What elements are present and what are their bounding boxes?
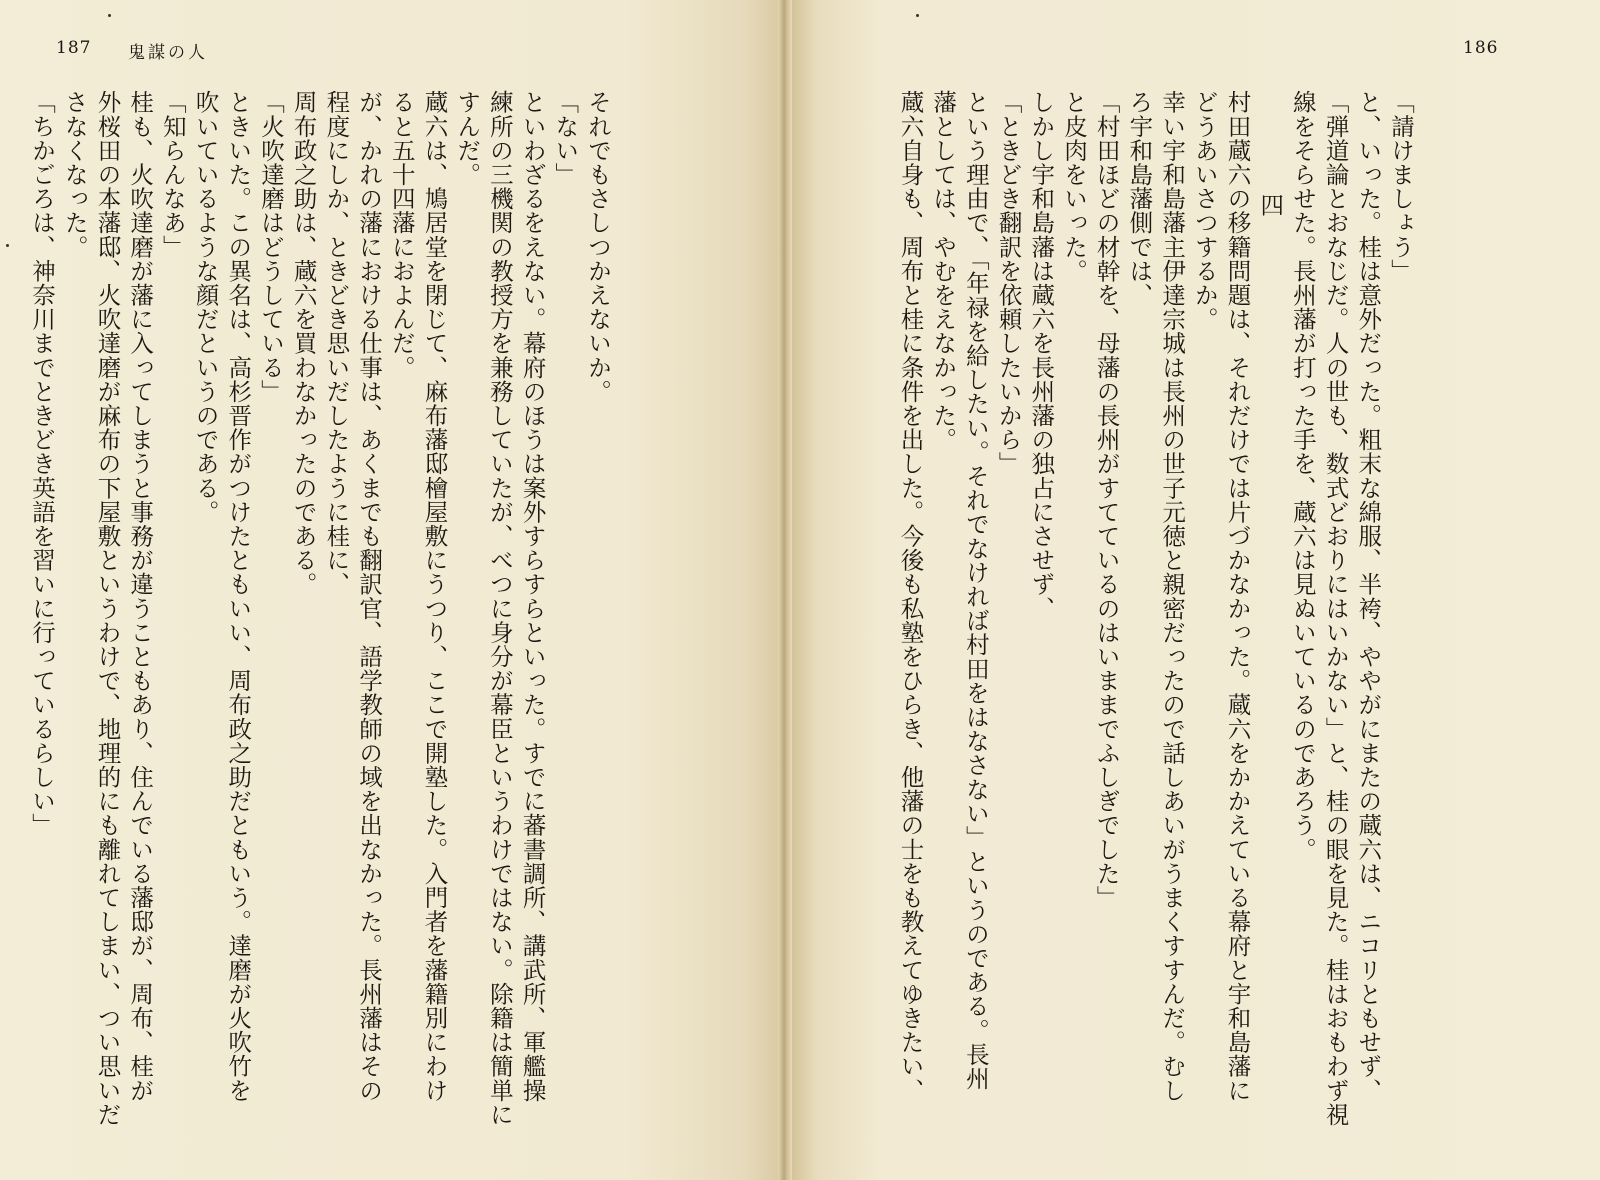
text-line: 「火吹達磨はどうしている」 (256, 90, 285, 404)
text-line: ときいた。この異名は、高杉晋作がつけたともいい、周布政之助だともいう。達磨が火吹竹を (224, 90, 253, 1103)
text-line: 桂も、火吹達磨が藩に入ってしまうと事務が違うこともあり、住んでいる藩邸が、周布、桂が (126, 90, 155, 1103)
text-line: 程度にしか、ときどき思いだしたように桂に、 (322, 90, 351, 597)
text-line: という理由で、「年禄を給したい。それでなければ村田をはなさない」というのである。長州 (961, 90, 990, 1091)
page-number-left: 187 (56, 38, 92, 58)
text-line: 「請けましょう」 (1387, 90, 1415, 283)
text-line: ると五十四藩におよんだ。 (387, 90, 416, 380)
text-line: どうあいさつするか。 (1190, 90, 1219, 331)
text-line: 「弾道論とおなじだ。人の世も、数式どおりにはいかない」と、桂の眼を見た。桂はおもわず視 (1321, 90, 1350, 1127)
text-line: 練所の三機関の教授方を兼務していたが、べつに身分が幕臣というわけではない。除籍は簡単に (485, 90, 514, 1127)
text-line: 藩としては、やむをえなかった。 (929, 90, 958, 452)
text-line: 「ときどき翻訳を依頼したいから」 (994, 90, 1023, 476)
text-line: 蔵六は、鳩居堂を閉じて、麻布藩邸檜屋敷にうつり、ここで開塾した。入門者を藩籍別にわけ (420, 90, 449, 1103)
text-line: 「村田ほどの材幹を、母藩の長州がすてているのはいままでふしぎでした」 (1092, 90, 1121, 910)
text-line: と、いった。桂は意外だった。粗末な綿服、半袴、ややがにまたの蔵六は、ニコリともせず、 (1354, 90, 1383, 1103)
text-line: 周布政之助は、蔵六を買わなかったのである。 (289, 90, 318, 597)
text-line: 吹いているような顔だというのである。 (191, 90, 220, 524)
text-line: 村田蔵六の移籍問題は、それだけでは片づかなかった。蔵六をかかえている幕府と宇和島藩に (1223, 90, 1252, 1103)
text-line: ろ宇和島藩側では、 (1125, 90, 1154, 307)
text-line: 外桜田の本藩邸、火吹達磨が麻布の下屋敷というわけで、地理的にも離れてしまい、つい思いだ (93, 90, 122, 1127)
text-line: 蔵六自身も、周布と桂に条件を出した。今後も私塾をひらき、他藩の士をも教えてゆきたい、 (896, 90, 925, 1103)
paper-speck (6, 244, 9, 247)
running-head: 鬼謀の人 (128, 43, 208, 63)
text-line: 「ない」 (551, 90, 580, 187)
text-line: と皮肉をいった。 (1059, 90, 1088, 283)
right-page-text (821, 90, 1417, 1150)
left-page-text (28, 90, 614, 1150)
text-line: 「知らんなあ」 (158, 90, 187, 259)
section-heading: 四 (1256, 193, 1285, 218)
text-line: さなくなった。 (60, 90, 89, 259)
page-number-right: 186 (1463, 38, 1499, 58)
paper-speck (108, 14, 111, 17)
text-line: それでもさしつかえないか。 (584, 90, 612, 404)
text-line: しかし宇和島藩は蔵六を長州藩の独占にさせず、 (1027, 90, 1056, 621)
text-line: 幸い宇和島藩主伊達宗城は長州の世子元徳と親密だったので話しあいがうまくすすんだ。むし (1158, 90, 1187, 1103)
text-line: が、かれの藩における仕事は、あくまでも翻訳官、語学教師の域を出なかった。長州藩はその (355, 90, 384, 1103)
paper-speck (916, 14, 919, 17)
text-line: すんだ。 (453, 90, 482, 187)
text-line: 「ちかごろは、神奈川までときどき英語を習いに行っているらしい」 (28, 90, 57, 838)
text-line: 線をそらせた。長州藩が打った手を、蔵六は見ぬいているのであろう。 (1288, 90, 1317, 862)
text-line: といわざるをえない。幕府のほうは案外すらすらといった。すでに蕃書調所、講武所、軍艦操 (518, 90, 547, 1103)
book-gutter (778, 0, 792, 1180)
